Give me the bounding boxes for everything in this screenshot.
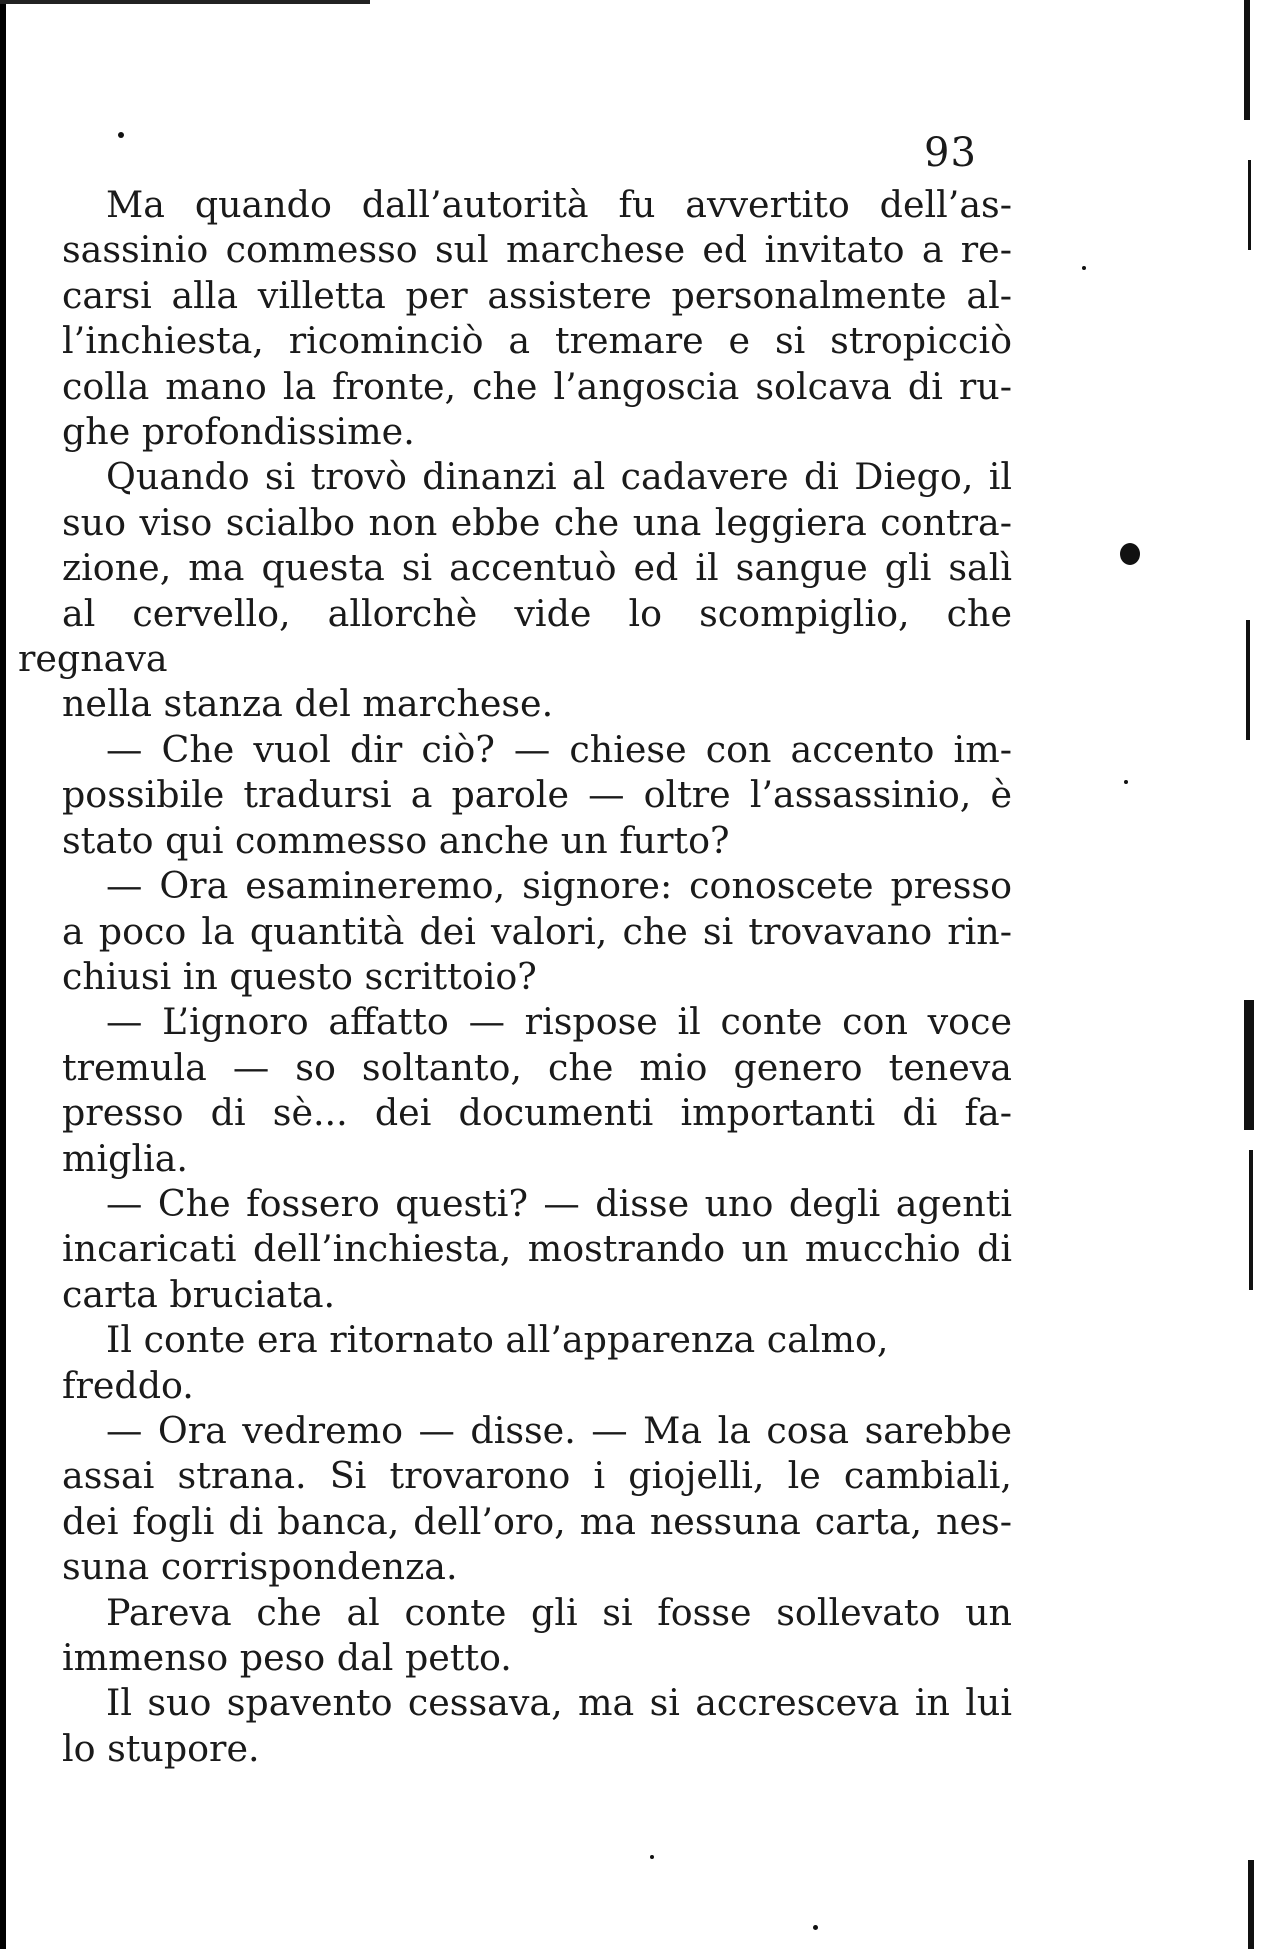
text-line: carsi alla villetta per assistere personalmente al- [62,273,1012,317]
ink-speck [813,1925,818,1930]
text-line: dei fogli di banca, dell’oro, ma nessuna carta, nes- [62,1499,1012,1543]
text-line: ghe profondissime. [62,410,415,454]
text-line: a poco la quantità dei valori, che si trovavano rin- [62,909,1012,953]
text-line: — Che vuol dir ciò? — chiese con accento im- [106,727,1012,771]
text-line: possibile tradursi a parole — oltre l’assassinio, è [62,773,1012,817]
text-line: — Ora vedremo — disse. — Ma la cosa sarebbe [106,1408,1012,1452]
text-line: al cervello, allorchè vide lo scompiglio, che regnava [18,591,1012,681]
text-line: l’inchiesta, ricominciò a tremare e si stropicciò [62,319,1012,363]
text-line: stato qui commesso anche un furto? [62,818,730,862]
text-line: Ma quando dall’autorità fu avvertito dell’as- [106,183,1012,226]
body-text [18,182,1012,1771]
paragraph [62,863,1012,999]
text-line: tremula — so soltanto, che mio genero teneva [62,1045,1012,1089]
page-right-edge-shadow [1240,0,1265,1949]
paragraph [62,182,1012,454]
page-top-rule [0,0,370,4]
text-line: Pareva che al conte gli si fosse sollevato un [106,1590,1012,1634]
text-line: miglia. [62,1136,188,1180]
text-line: incaricati dell’inchiesta, mostrando un mucchio di [62,1227,1012,1271]
paragraph [62,1680,1012,1771]
paragraph [62,1317,1012,1408]
text-line: Il conte era ritornato all’apparenza calmo, freddo. [62,1318,889,1407]
text-line: suna corrispondenza. [62,1545,458,1589]
text-line: presso di sè... dei documenti importanti di fa- [62,1091,1012,1135]
text-line: chiusi in questo scrittoio? [62,954,537,998]
ink-speck [1082,266,1086,270]
paragraph [18,454,1012,726]
text-line: suo viso scialbo non ebbe che una leggiera contra- [62,500,1012,544]
paragraph [62,999,1012,1181]
paragraph [62,1408,1012,1590]
text-line: — L’ignoro affatto — rispose il conte con voce [106,1000,1012,1044]
paragraph [62,1181,1012,1317]
page-left-border [0,0,6,1949]
text-line: carta bruciata. [62,1272,336,1316]
text-line: Il suo spavento cessava, ma si accresceva in lui [106,1681,1012,1725]
ink-speck [1120,543,1140,565]
paragraph [62,1590,1012,1681]
text-line: sassinio commesso sul marchese ed invitato a re- [62,228,1012,272]
text-line: Quando si trovò dinanzi al cadavere di Diego, il [106,455,1012,499]
ink-speck [118,132,124,138]
text-line: — Ora esamineremo, signore: conoscete presso [106,864,1012,908]
text-line: — Che fossero questi? — disse uno degli agenti [106,1181,1012,1225]
text-line: zione, ma questa si accentuò ed il sangue gli salì [62,546,1012,590]
ink-speck [1124,780,1128,784]
text-line: lo stupore. [62,1726,260,1770]
paragraph [62,727,1012,863]
text-line: nella stanza del marchese. [62,682,554,726]
text-line: immenso peso dal petto. [62,1636,512,1679]
page-number: 93 [924,130,977,176]
ink-speck [650,1855,654,1859]
text-line: colla mano la fronte, che l’angoscia solcava di ru- [62,364,1012,408]
text-line: assai strana. Si trovarono i giojelli, le cambiali, [62,1454,1012,1498]
